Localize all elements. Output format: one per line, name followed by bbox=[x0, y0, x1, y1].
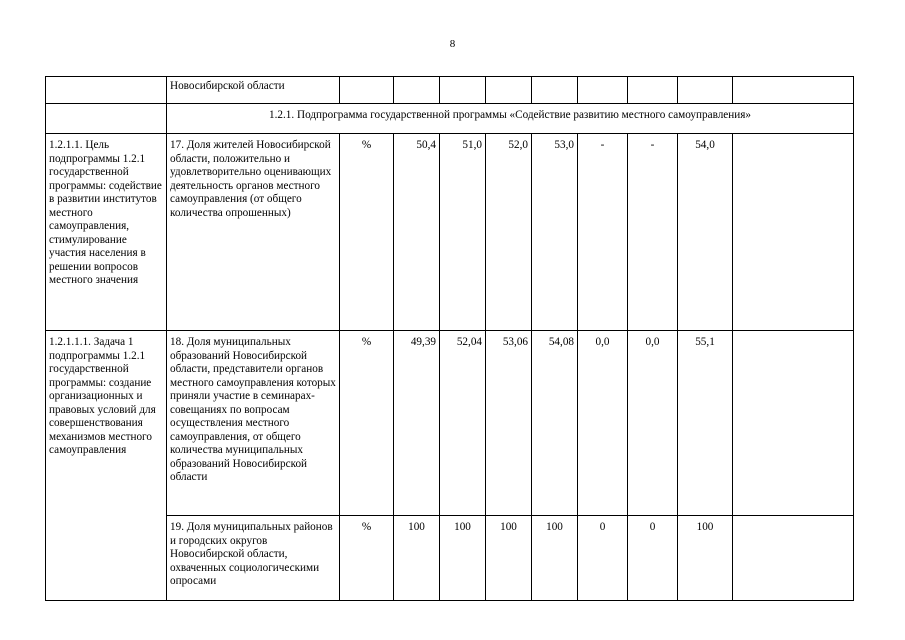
value-cell: 53,0 bbox=[532, 134, 578, 331]
value-cell bbox=[678, 77, 733, 104]
indicator-cell: 18. Доля муниципальных образований Новосибирской области, представители органов местного самоуправления которых приняли участие в семинарах-совещаниях по вопросам осуществления местного самоуправления, от общего количества муниципальных образований Новосибирской области bbox=[167, 331, 340, 516]
value-cell bbox=[440, 77, 486, 104]
unit-cell: % bbox=[340, 331, 394, 516]
page-number: 8 bbox=[449, 38, 456, 50]
value-cell: 53,06 bbox=[486, 331, 532, 516]
value-cell bbox=[578, 77, 628, 104]
value-cell: - bbox=[578, 134, 628, 331]
value-cell: - bbox=[628, 134, 678, 331]
note-cell bbox=[733, 134, 854, 331]
goal-cell bbox=[46, 77, 167, 104]
value-cell: 100 bbox=[394, 516, 440, 601]
value-cell bbox=[486, 77, 532, 104]
indicator-cell: Новосибирской области bbox=[167, 77, 340, 104]
value-cell: 49,39 bbox=[394, 331, 440, 516]
note-cell bbox=[733, 516, 854, 601]
value-cell: 52,0 bbox=[486, 134, 532, 331]
unit-cell: % bbox=[340, 134, 394, 331]
value-cell: 0,0 bbox=[628, 331, 678, 516]
note-cell bbox=[733, 331, 854, 516]
note-cell bbox=[733, 77, 854, 104]
value-cell: 0,0 bbox=[578, 331, 628, 516]
indicator-cell: 19. Доля муниципальных районов и городских округов Новосибирской области, охваченных социологическими опросами bbox=[167, 516, 340, 601]
table-row-indicator-19 bbox=[46, 516, 854, 601]
subprogram-header: 1.2.1. Подпрограмма государственной программы «Содействие развитию местного самоуправления» bbox=[167, 104, 854, 134]
unit-cell bbox=[340, 77, 394, 104]
goal-cell bbox=[46, 104, 167, 134]
table-row-indicator-18 bbox=[46, 331, 854, 516]
indicators-table bbox=[45, 76, 854, 601]
indicator-cell: 17. Доля жителей Новосибирской области, положительно и удовлетворительно оценивающих деятельность органов местного самоуправления (от общего количества опрошенных) bbox=[167, 134, 340, 331]
value-cell: 54,08 bbox=[532, 331, 578, 516]
value-cell: 100 bbox=[532, 516, 578, 601]
value-cell bbox=[628, 77, 678, 104]
value-cell: 100 bbox=[486, 516, 532, 601]
goal-cell: 1.2.1.1. Цель подпрограммы 1.2.1 государственной программы: содействие в развитии институтов местного самоуправления, стимулирование участия населения в решении вопросов местного значения bbox=[46, 134, 167, 331]
value-cell: 50,4 bbox=[394, 134, 440, 331]
value-cell bbox=[394, 77, 440, 104]
value-cell: 100 bbox=[678, 516, 733, 601]
value-cell: 54,0 bbox=[678, 134, 733, 331]
task-cell: 1.2.1.1.1. Задача 1 подпрограммы 1.2.1 государственной программы: создание организационных и правовых условий для совершенствования механизмов местного самоуправления bbox=[46, 331, 167, 601]
value-cell: 52,04 bbox=[440, 331, 486, 516]
table-row-indicator-17 bbox=[46, 134, 854, 331]
value-cell: 55,1 bbox=[678, 331, 733, 516]
value-cell: 51,0 bbox=[440, 134, 486, 331]
value-cell: 100 bbox=[440, 516, 486, 601]
value-cell bbox=[532, 77, 578, 104]
value-cell: 0 bbox=[628, 516, 678, 601]
table-row-continuation bbox=[46, 77, 854, 104]
table-row-subprogram bbox=[46, 104, 854, 134]
unit-cell: % bbox=[340, 516, 394, 601]
value-cell: 0 bbox=[578, 516, 628, 601]
